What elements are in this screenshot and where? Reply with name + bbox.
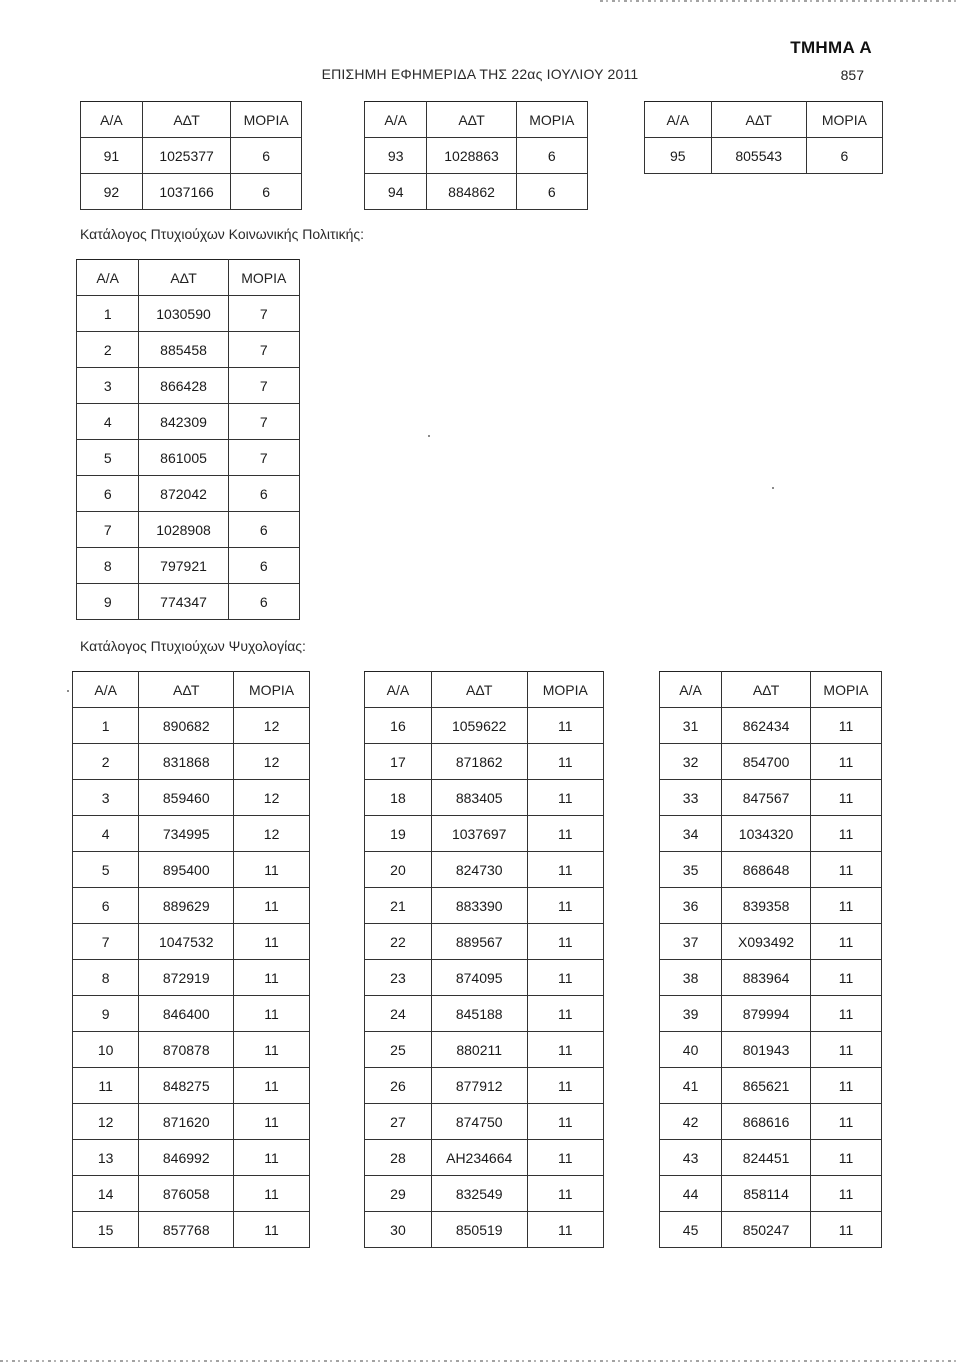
- table-continuation-3: [644, 101, 883, 174]
- cell-adt: 1028863: [427, 138, 516, 174]
- cell-adt: 850247: [722, 1212, 811, 1248]
- cell-aa: 45: [660, 1212, 722, 1248]
- cell-moria: 12: [234, 708, 310, 744]
- table-row: [73, 744, 310, 780]
- cell-adt: 734995: [139, 816, 234, 852]
- cell-adt: 797921: [139, 548, 228, 584]
- table-row: [365, 1032, 604, 1068]
- column-header-moria: ΜΟΡΙΑ: [527, 672, 604, 708]
- table-row: [660, 1140, 882, 1176]
- cell-aa: 38: [660, 960, 722, 996]
- cell-moria: 11: [810, 888, 881, 924]
- cell-moria: 11: [527, 744, 604, 780]
- column-header-aa: Α/Α: [365, 672, 432, 708]
- table-row: [660, 1212, 882, 1248]
- table-row: [81, 138, 302, 174]
- cell-aa: 5: [73, 852, 139, 888]
- cell-moria: 11: [234, 960, 310, 996]
- cell-aa: 34: [660, 816, 722, 852]
- table-row: [77, 368, 300, 404]
- cell-aa: 91: [81, 138, 143, 174]
- cell-moria: 6: [228, 548, 299, 584]
- cell-aa: 92: [81, 174, 143, 210]
- scan-speck: [67, 690, 69, 692]
- table-row: [73, 1104, 310, 1140]
- cell-moria: 11: [234, 852, 310, 888]
- cell-aa: 39: [660, 996, 722, 1032]
- table-row: [365, 996, 604, 1032]
- cell-aa: 2: [73, 744, 139, 780]
- cell-moria: 11: [810, 1140, 881, 1176]
- table-row: [660, 1176, 882, 1212]
- table-row: [73, 1068, 310, 1104]
- cell-adt: 832549: [431, 1176, 527, 1212]
- cell-aa: 29: [365, 1176, 432, 1212]
- table-row: [365, 852, 604, 888]
- table-row: [81, 174, 302, 210]
- cell-adt: 824451: [722, 1140, 811, 1176]
- table-row: [73, 888, 310, 924]
- table-row: [77, 332, 300, 368]
- cell-adt: 831868: [139, 744, 234, 780]
- table-row: [365, 1212, 604, 1248]
- cell-moria: 11: [234, 888, 310, 924]
- table-row: [73, 852, 310, 888]
- cell-adt: 865621: [722, 1068, 811, 1104]
- table-row: [660, 1032, 882, 1068]
- table-row: [73, 1032, 310, 1068]
- scan-speck: [772, 487, 774, 489]
- cell-adt: 880211: [431, 1032, 527, 1068]
- psychology-table-2: [364, 671, 604, 1248]
- cell-aa: 4: [73, 816, 139, 852]
- table-row: [365, 138, 588, 174]
- table-row: [365, 708, 604, 744]
- table-row: [660, 744, 882, 780]
- table-row: [365, 174, 588, 210]
- cell-moria: 11: [810, 816, 881, 852]
- cell-moria: 6: [228, 476, 299, 512]
- cell-adt: ΑΗ234664: [431, 1140, 527, 1176]
- cell-adt: 824730: [431, 852, 527, 888]
- cell-adt: 871620: [139, 1104, 234, 1140]
- cell-moria: 11: [810, 1068, 881, 1104]
- social-policy-table: [76, 259, 300, 620]
- table-row: [73, 816, 310, 852]
- column-header-adt: ΑΔΤ: [427, 102, 516, 138]
- cell-adt: 847567: [722, 780, 811, 816]
- cell-moria: 11: [810, 708, 881, 744]
- column-header-moria: ΜΟΡΙΑ: [516, 102, 587, 138]
- cell-aa: 19: [365, 816, 432, 852]
- cell-adt: 842309: [139, 404, 228, 440]
- cell-aa: 40: [660, 1032, 722, 1068]
- cell-aa: 20: [365, 852, 432, 888]
- cell-aa: 28: [365, 1140, 432, 1176]
- table-row: [77, 404, 300, 440]
- cell-moria: 11: [810, 960, 881, 996]
- cell-moria: 11: [810, 744, 881, 780]
- column-header-adt: ΑΔΤ: [722, 672, 811, 708]
- cell-moria: 11: [234, 1104, 310, 1140]
- cell-adt: 858114: [722, 1176, 811, 1212]
- cell-moria: 11: [234, 996, 310, 1032]
- cell-aa: 17: [365, 744, 432, 780]
- column-header-aa: Α/Α: [365, 102, 427, 138]
- cell-aa: 93: [365, 138, 427, 174]
- cell-aa: 3: [77, 368, 139, 404]
- column-header-adt: ΑΔΤ: [142, 102, 230, 138]
- table-row: [365, 1176, 604, 1212]
- cell-adt: 857768: [139, 1212, 234, 1248]
- table-row: [660, 888, 882, 924]
- table-row: [365, 816, 604, 852]
- table-row: [73, 708, 310, 744]
- scan-speck: [428, 435, 430, 437]
- cell-aa: 1: [73, 708, 139, 744]
- cell-adt: X093492: [722, 924, 811, 960]
- cell-moria: 11: [810, 1032, 881, 1068]
- column-header-aa: Α/Α: [645, 102, 712, 138]
- cell-aa: 10: [73, 1032, 139, 1068]
- cell-moria: 11: [234, 1212, 310, 1248]
- cell-aa: 5: [77, 440, 139, 476]
- gazette-header-title: ΕΠΙΣΗΜΗ ΕΦΗΜΕΡΙΔΑ ΤΗΣ 22ας ΙΟΥΛΙΟΥ 2011: [321, 66, 639, 82]
- cell-adt: 845188: [431, 996, 527, 1032]
- table-row: [73, 1176, 310, 1212]
- cell-adt: 895400: [139, 852, 234, 888]
- table-row: [77, 548, 300, 584]
- cell-aa: 26: [365, 1068, 432, 1104]
- cell-aa: 41: [660, 1068, 722, 1104]
- table-row: [660, 1068, 882, 1104]
- column-header-moria: ΜΟΡΙΑ: [810, 672, 881, 708]
- social-policy-caption: Κατάλογος Πτυχιούχων Κοινωνικής Πολιτικής:: [80, 226, 365, 242]
- cell-aa: 22: [365, 924, 432, 960]
- cell-adt: 1037166: [142, 174, 230, 210]
- cell-aa: 7: [73, 924, 139, 960]
- cell-moria: 6: [228, 512, 299, 548]
- cell-moria: 11: [527, 1212, 604, 1248]
- cell-adt: 861005: [139, 440, 228, 476]
- cell-adt: 889567: [431, 924, 527, 960]
- cell-aa: 15: [73, 1212, 139, 1248]
- cell-adt: 890682: [139, 708, 234, 744]
- cell-aa: 23: [365, 960, 432, 996]
- cell-moria: 7: [228, 440, 299, 476]
- column-header-aa: Α/Α: [660, 672, 722, 708]
- column-header-aa: Α/Α: [73, 672, 139, 708]
- section-label: ΤΜΗΜΑ Α: [790, 38, 872, 57]
- cell-aa: 43: [660, 1140, 722, 1176]
- cell-aa: 1: [77, 296, 139, 332]
- table-row: [660, 816, 882, 852]
- cell-aa: 9: [73, 996, 139, 1032]
- psychology-table-3: [659, 671, 882, 1248]
- cell-adt: 868648: [722, 852, 811, 888]
- cell-moria: 11: [527, 960, 604, 996]
- cell-aa: 3: [73, 780, 139, 816]
- table-row: [73, 1140, 310, 1176]
- cell-aa: 6: [73, 888, 139, 924]
- cell-adt: 872919: [139, 960, 234, 996]
- cell-moria: 11: [527, 1068, 604, 1104]
- cell-adt: 805543: [711, 138, 806, 174]
- cell-aa: 12: [73, 1104, 139, 1140]
- cell-adt: 1028908: [139, 512, 228, 548]
- cell-adt: 877912: [431, 1068, 527, 1104]
- cell-adt: 774347: [139, 584, 228, 620]
- cell-adt: 1034320: [722, 816, 811, 852]
- cell-aa: 7: [77, 512, 139, 548]
- table-row: [73, 924, 310, 960]
- cell-aa: 21: [365, 888, 432, 924]
- cell-adt: 1025377: [142, 138, 230, 174]
- cell-moria: 11: [527, 996, 604, 1032]
- cell-adt: 850519: [431, 1212, 527, 1248]
- cell-aa: 27: [365, 1104, 432, 1140]
- cell-adt: 859460: [139, 780, 234, 816]
- cell-adt: 1059622: [431, 708, 527, 744]
- cell-adt: 1037697: [431, 816, 527, 852]
- table-continuation-1: [80, 101, 302, 210]
- cell-moria: 11: [527, 1104, 604, 1140]
- cell-moria: 12: [234, 780, 310, 816]
- cell-aa: 44: [660, 1176, 722, 1212]
- cell-aa: 33: [660, 780, 722, 816]
- cell-adt: 846400: [139, 996, 234, 1032]
- cell-moria: 7: [228, 404, 299, 440]
- cell-moria: 11: [810, 852, 881, 888]
- cell-adt: 884862: [427, 174, 516, 210]
- column-header-aa: Α/Α: [77, 260, 139, 296]
- cell-adt: 889629: [139, 888, 234, 924]
- cell-adt: 874095: [431, 960, 527, 996]
- cell-moria: 11: [527, 888, 604, 924]
- cell-moria: 11: [527, 1140, 604, 1176]
- cell-moria: 7: [228, 332, 299, 368]
- table-row: [77, 476, 300, 512]
- table-row: [365, 888, 604, 924]
- cell-moria: 7: [228, 368, 299, 404]
- cell-adt: 801943: [722, 1032, 811, 1068]
- cell-aa: 16: [365, 708, 432, 744]
- cell-adt: 872042: [139, 476, 228, 512]
- cell-aa: 31: [660, 708, 722, 744]
- cell-aa: 6: [77, 476, 139, 512]
- scan-artifact-bottom: [0, 1360, 960, 1362]
- cell-aa: 2: [77, 332, 139, 368]
- table-row: [73, 780, 310, 816]
- cell-moria: 11: [527, 1032, 604, 1068]
- table-row: [660, 960, 882, 996]
- table-row: [660, 924, 882, 960]
- column-header-moria: ΜΟΡΙΑ: [234, 672, 310, 708]
- table-row: [73, 960, 310, 996]
- cell-aa: 9: [77, 584, 139, 620]
- cell-moria: 12: [234, 744, 310, 780]
- cell-moria: 11: [810, 924, 881, 960]
- column-header-adt: ΑΔΤ: [431, 672, 527, 708]
- cell-moria: 11: [234, 1068, 310, 1104]
- cell-aa: 14: [73, 1176, 139, 1212]
- table-row: [645, 138, 883, 174]
- cell-adt: 839358: [722, 888, 811, 924]
- cell-moria: 11: [527, 708, 604, 744]
- column-header-moria: ΜΟΡΙΑ: [231, 102, 302, 138]
- cell-aa: 8: [73, 960, 139, 996]
- table-row: [77, 512, 300, 548]
- cell-adt: 862434: [722, 708, 811, 744]
- cell-moria: 11: [527, 924, 604, 960]
- cell-moria: 11: [810, 1212, 881, 1248]
- table-row: [365, 924, 604, 960]
- table-row: [365, 780, 604, 816]
- cell-aa: 32: [660, 744, 722, 780]
- cell-adt: 883964: [722, 960, 811, 996]
- cell-moria: 11: [810, 1104, 881, 1140]
- cell-aa: 18: [365, 780, 432, 816]
- cell-aa: 36: [660, 888, 722, 924]
- cell-aa: 4: [77, 404, 139, 440]
- table-row: [365, 1068, 604, 1104]
- cell-moria: 6: [516, 174, 587, 210]
- cell-adt: 1047532: [139, 924, 234, 960]
- cell-moria: 11: [527, 1176, 604, 1212]
- column-header-aa: Α/Α: [81, 102, 143, 138]
- table-row: [660, 852, 882, 888]
- table-row: [77, 296, 300, 332]
- cell-aa: 25: [365, 1032, 432, 1068]
- cell-adt: 883405: [431, 780, 527, 816]
- table-row: [660, 780, 882, 816]
- cell-adt: 876058: [139, 1176, 234, 1212]
- cell-moria: 6: [231, 174, 302, 210]
- column-header-adt: ΑΔΤ: [139, 260, 228, 296]
- psychology-table-1: [72, 671, 310, 1248]
- column-header-adt: ΑΔΤ: [711, 102, 806, 138]
- cell-adt: 1030590: [139, 296, 228, 332]
- cell-moria: 11: [810, 780, 881, 816]
- cell-adt: 866428: [139, 368, 228, 404]
- table-row: [365, 744, 604, 780]
- cell-moria: 11: [234, 924, 310, 960]
- cell-moria: 6: [231, 138, 302, 174]
- cell-adt: 848275: [139, 1068, 234, 1104]
- cell-moria: 11: [810, 996, 881, 1032]
- cell-moria: 12: [234, 816, 310, 852]
- column-header-moria: ΜΟΡΙΑ: [228, 260, 299, 296]
- table-row: [660, 1104, 882, 1140]
- table-row: [77, 440, 300, 476]
- cell-aa: 11: [73, 1068, 139, 1104]
- cell-moria: 11: [527, 816, 604, 852]
- page-number: 857: [840, 67, 864, 83]
- cell-moria: 11: [527, 852, 604, 888]
- cell-adt: 883390: [431, 888, 527, 924]
- cell-aa: 94: [365, 174, 427, 210]
- column-header-adt: ΑΔΤ: [139, 672, 234, 708]
- cell-adt: 874750: [431, 1104, 527, 1140]
- table-row: [660, 996, 882, 1032]
- cell-adt: 870878: [139, 1032, 234, 1068]
- cell-moria: 6: [806, 138, 882, 174]
- cell-aa: 42: [660, 1104, 722, 1140]
- table-continuation-2: [364, 101, 588, 210]
- cell-adt: 879994: [722, 996, 811, 1032]
- table-row: [365, 960, 604, 996]
- cell-aa: 95: [645, 138, 712, 174]
- table-row: [660, 708, 882, 744]
- cell-moria: 11: [810, 1176, 881, 1212]
- column-header-moria: ΜΟΡΙΑ: [806, 102, 882, 138]
- table-row: [365, 1104, 604, 1140]
- cell-moria: 11: [234, 1032, 310, 1068]
- scan-artifact-top: [600, 0, 960, 2]
- cell-aa: 35: [660, 852, 722, 888]
- cell-aa: 8: [77, 548, 139, 584]
- psychology-caption: Κατάλογος Πτυχιούχων Ψυχολογίας:: [80, 638, 306, 654]
- table-row: [77, 584, 300, 620]
- cell-moria: 6: [516, 138, 587, 174]
- table-row: [73, 1212, 310, 1248]
- cell-adt: 846992: [139, 1140, 234, 1176]
- cell-adt: 885458: [139, 332, 228, 368]
- cell-aa: 24: [365, 996, 432, 1032]
- cell-aa: 37: [660, 924, 722, 960]
- cell-moria: 11: [527, 780, 604, 816]
- cell-moria: 11: [234, 1140, 310, 1176]
- cell-aa: 13: [73, 1140, 139, 1176]
- cell-adt: 854700: [722, 744, 811, 780]
- cell-aa: 30: [365, 1212, 432, 1248]
- cell-adt: 868616: [722, 1104, 811, 1140]
- cell-moria: 6: [228, 584, 299, 620]
- cell-moria: 7: [228, 296, 299, 332]
- table-row: [365, 1140, 604, 1176]
- table-row: [73, 996, 310, 1032]
- cell-adt: 871862: [431, 744, 527, 780]
- cell-moria: 11: [234, 1176, 310, 1212]
